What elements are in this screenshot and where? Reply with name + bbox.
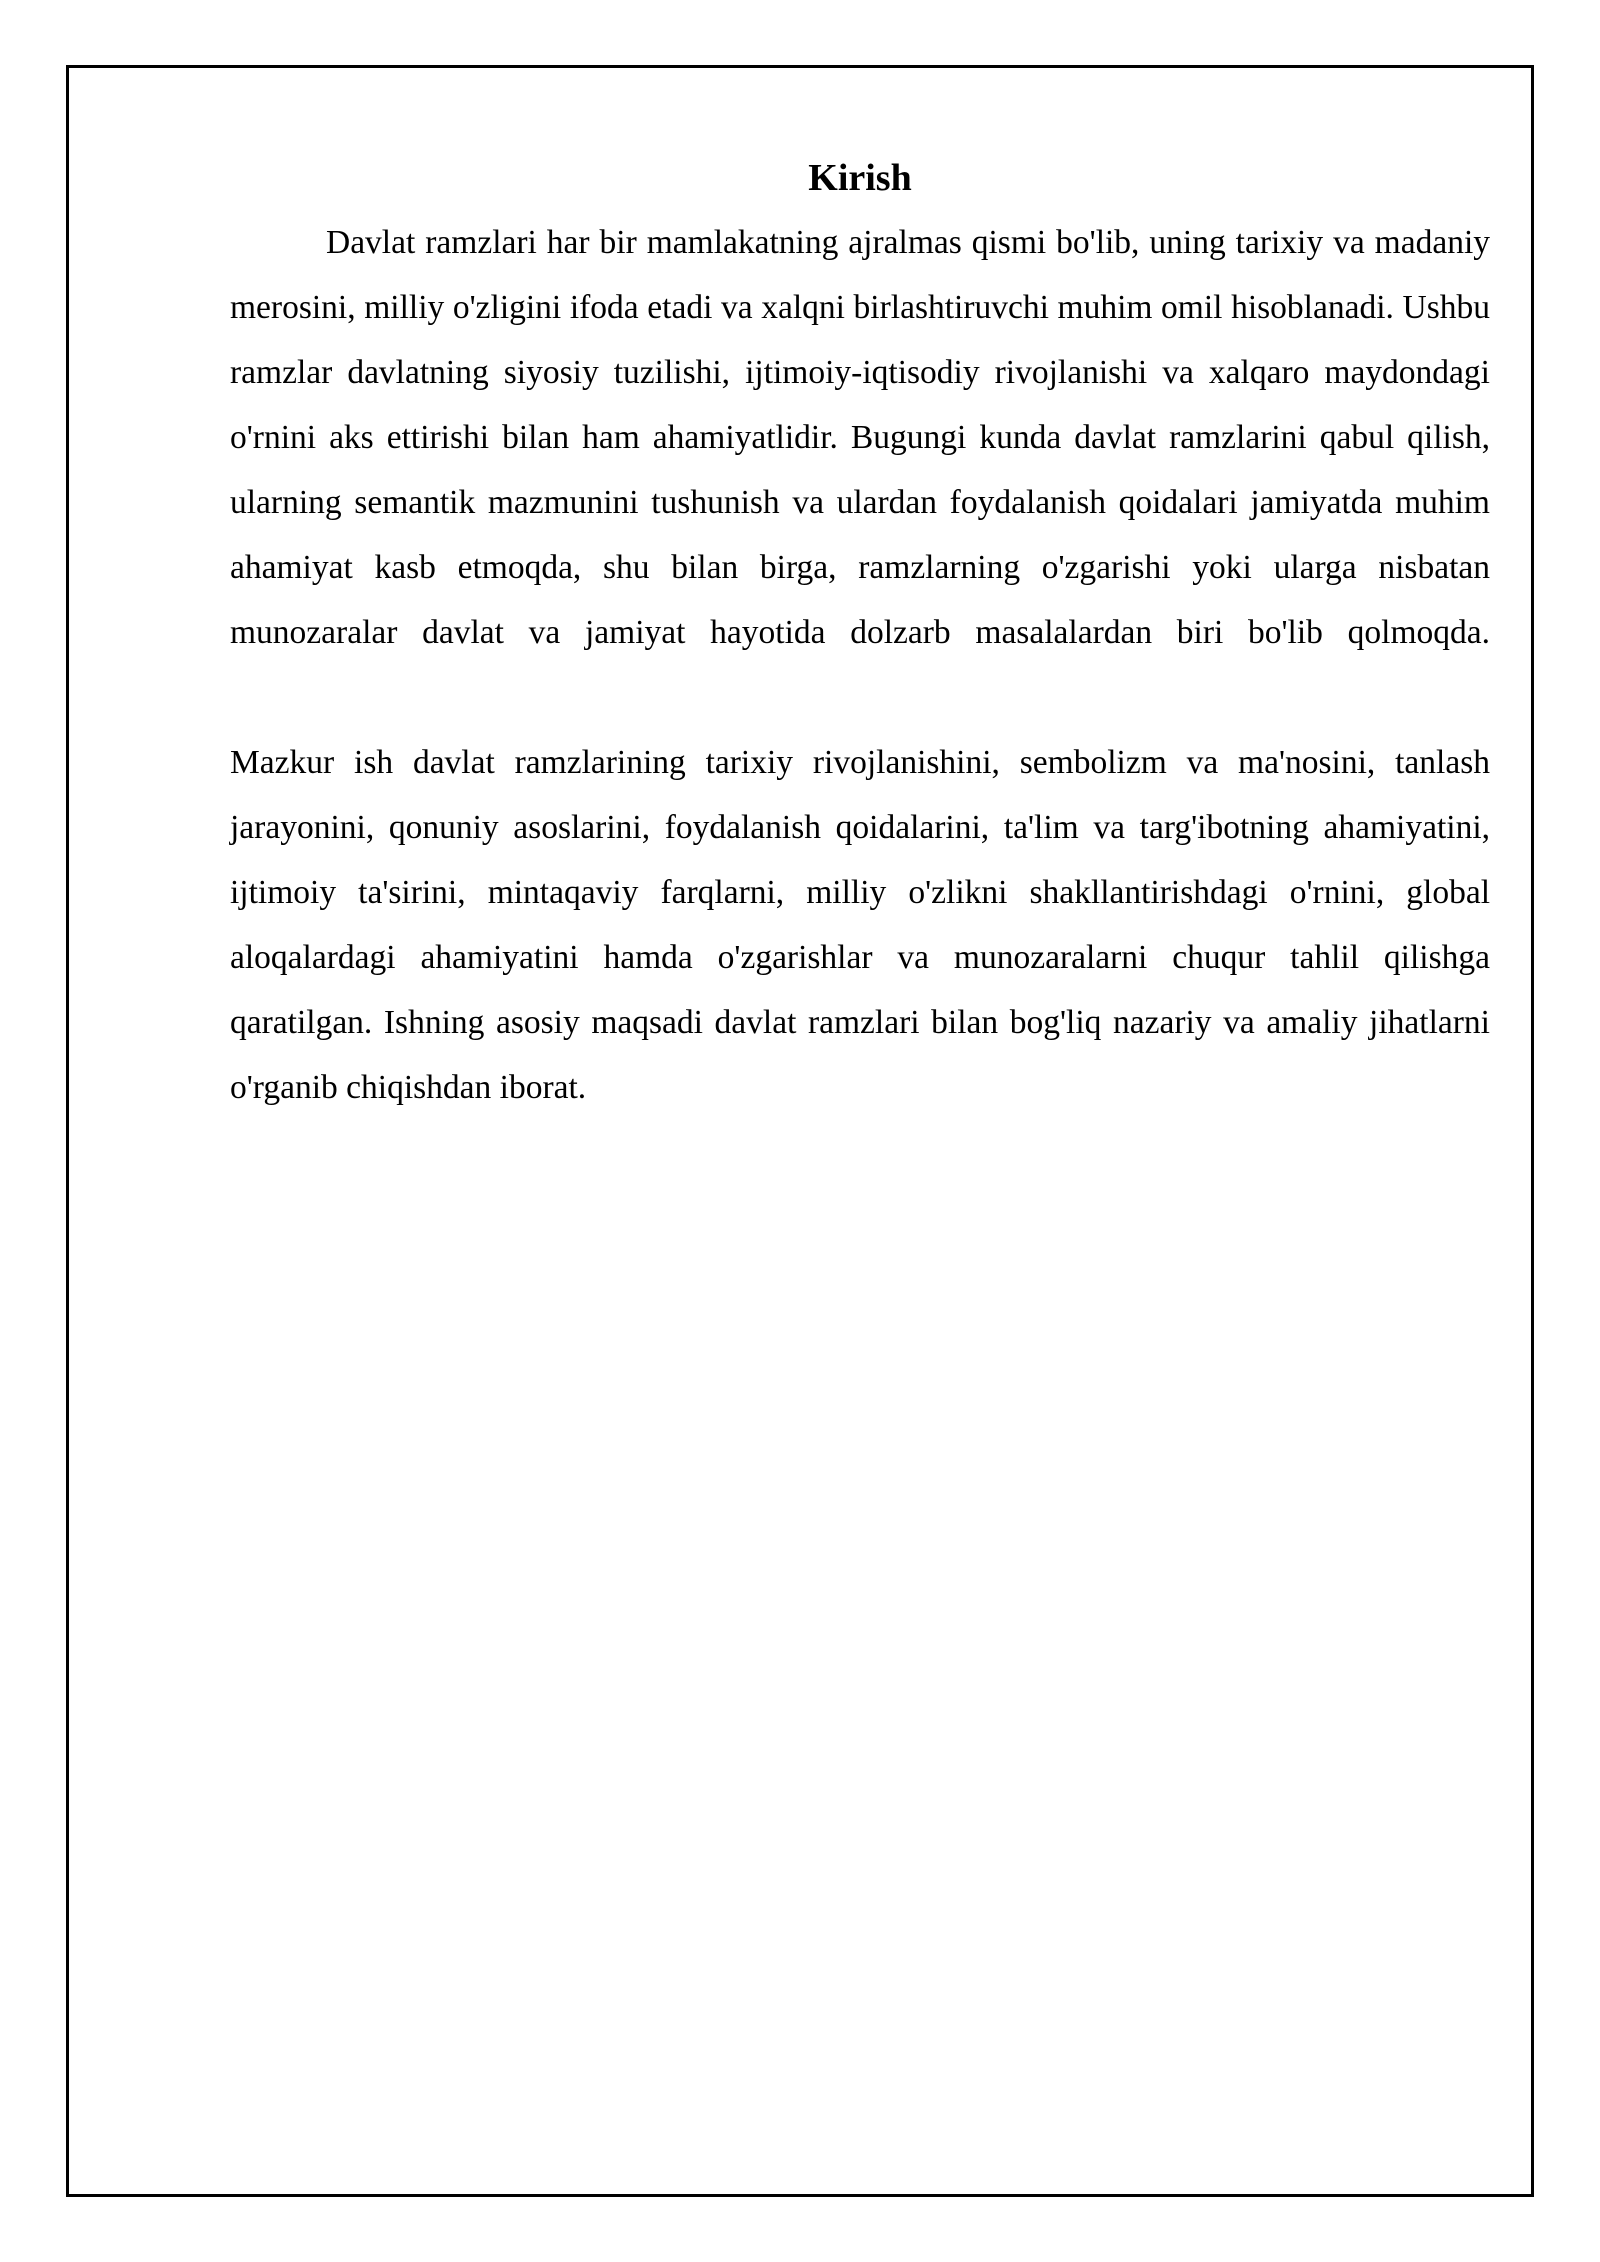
paragraph-intro: Davlat ramzlari har bir mamlakatning ajralmas qismi bo'lib, uning tarixiy va madaniy merosini, milliy o'zligini ifoda etadi va xalqni birlashtiruvchi muhim omil hisoblanadi. Ushbu ramzlar davlatning siyosiy tuzilishi, ijtimoiy-iqtisodiy rivojlanishi va xalqaro maydondagi o'rnini aks ettirishi bilan ham ahamiyatlidir. Bugungi kunda davlat ramzlarini qabul qilish, ularning semantik mazmunini tushunish va ulardan foydalanish qoidalari jamiyatda muhim ahamiyat kasb etmoqda, shu bilan birga, ramzlarning o'zgarishi yoki ularga nisbatan munozaralar davlat va jamiyat hayotida dolzarb masalalardan biri bo'lib qolmoqda. <box>230 224 1490 651</box>
document-body <box>230 148 1490 1120</box>
paragraph-purpose: Mazkur ish davlat ramzlarining tarixiy rivojlanishini, sembolizm va ma'nosini, tanlash jarayonini, qonuniy asoslarini, foydalanish qoidalarini, ta'lim va targ'ibotning ahamiyatini, ijtimoiy ta'sirini, mintaqaviy farqlarni, milliy o'zlikni shakllantirishdagi o'rnini, global aloqalardagi ahamiyatini hamda o'zgarishlar va munozaralarni chuqur tahlil qilishga qaratilgan. Ishning asosiy maqsadi davlat ramzlari bilan bog'liq nazariy va amaliy jihatlarni o'rganib chiqishdan iborat. <box>230 744 1490 1106</box>
page-title: Kirish <box>808 157 912 199</box>
paragraph-spacer <box>230 665 1490 730</box>
